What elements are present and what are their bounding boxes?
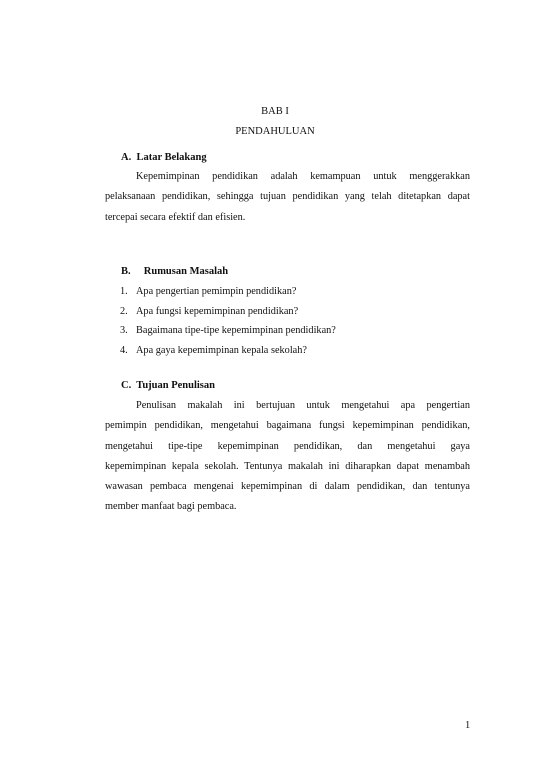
list-item xyxy=(120,306,336,326)
paragraph-line: pemimpin pendidikan, mengetahui bagaimana fungsi kepemimpinan pendidikan, xyxy=(105,420,470,432)
section-b-heading xyxy=(121,266,228,277)
list-item-number: 3. xyxy=(120,325,128,336)
paragraph-line: Kepemimpinan pendidikan adalah kemampuan untuk menggerakkan xyxy=(136,171,470,182)
section-c-letter: C. xyxy=(121,380,132,391)
list-item xyxy=(120,325,336,345)
list-item-text: Apa fungsi kepemimpinan pendidikan? xyxy=(136,305,299,317)
chapter-number: BAB I xyxy=(261,106,289,117)
section-c-paragraph xyxy=(105,396,470,518)
list-item-text: Bagaimana tipe-tipe kepemimpinan pendidikan? xyxy=(136,325,336,336)
section-b-letter: B. xyxy=(121,266,131,277)
section-a-paragraph xyxy=(105,167,470,228)
chapter-title: PENDAHULUAN xyxy=(235,126,315,137)
list-item-number: 1. xyxy=(120,286,128,297)
paragraph-line: pelaksanaan pendidikan, sehingga tujuan pendidikan yang telah ditetapkan dapat xyxy=(105,191,470,203)
section-c-title: Tujuan Penulisan xyxy=(136,380,215,391)
paragraph-line: tercepai secara efektif dan efisien. xyxy=(105,211,246,223)
page-number: 1 xyxy=(465,720,471,731)
paragraph-line: wawasan pembaca mengenai kepemimpinan di dalam pendidikan, dan tentunya xyxy=(105,481,470,493)
paragraph-line: kepemimpinan kepala sekolah. Tentunya makalah ini diharapkan dapat menambah xyxy=(105,460,470,472)
list-item-text: Apa pengertian pemimpin pendidikan? xyxy=(136,286,297,297)
list-item xyxy=(120,286,336,306)
problem-list xyxy=(120,286,336,364)
section-c-heading xyxy=(121,380,215,391)
list-item-number: 4. xyxy=(120,344,128,356)
section-a-letter: A. xyxy=(121,152,132,163)
list-item-number: 2. xyxy=(120,305,128,317)
section-a-title: Latar Belakang xyxy=(136,152,207,163)
list-item xyxy=(120,345,336,365)
list-item-text: Apa gaya kepemimpinan kepala sekolah? xyxy=(136,344,307,356)
paragraph-line: Penulisan makalah ini bertujuan untuk mengetahui apa pengertian xyxy=(136,400,470,411)
paragraph-line: member manfaat bagi pembaca. xyxy=(105,501,237,513)
section-b-title: Rumusan Masalah xyxy=(143,266,229,277)
paragraph-line: mengetahui tipe-tipe kepemimpinan pendidikan, dan mengetahui gaya xyxy=(105,440,470,452)
section-a-heading xyxy=(121,152,207,163)
